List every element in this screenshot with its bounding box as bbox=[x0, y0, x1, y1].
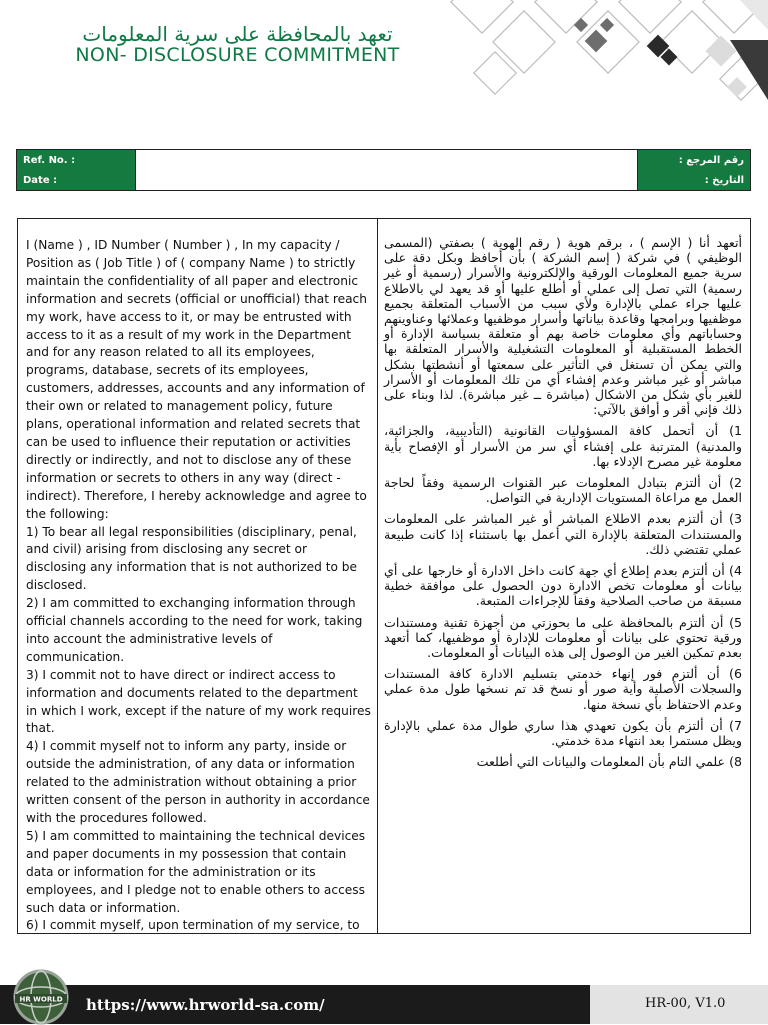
reference-value-field[interactable] bbox=[135, 150, 638, 190]
date-label: Date : bbox=[23, 174, 58, 186]
document-version: HR-00, V1.0 bbox=[645, 996, 726, 1011]
arabic-clause-5: 5) أن ألتزم بالمحافظة على ما بحوزتي من أجهزة تقنية ومستندات ورقية تحتوي على بيانات أو معلومات للإدارة أو موظفيها، كما أتعهد بعدم تمكين الغير من الوصول إلى هذه البيانات أو المعلومات. bbox=[384, 614, 742, 661]
ref-no-label-arabic: رقم المرجع : bbox=[678, 154, 744, 166]
commitment-body-table bbox=[17, 218, 751, 934]
arabic-intro-paragraph: أتعهد أنا ( الإسم ) ، برقم هوية ( رقم الهوية ) بصفتي (المسمى الوظيفي ) في شركة ( إسم الشركة ) بأن أحافظ وبكل دقة على سرية جميع المعلومات الورقية والإلكترونية والأسرار (رسمية أو غير رسمية) التي تصل إلى عملي أو أطلع عليها أو قد يعهد لي بالاطلاع عليها جراء عملي بالإدارة ولأي سبب من الأسباب المتعلقة بجميع موظفيها وبرامجها وقاعدة بياناتها وأسرار موظفيها وعملائها وعناوينهم وحساباتهم وأي معلومات خاصة بهم أو متعلقة بسياسة الإدارة أو الخطط المستقبلية أو المعلومات التشغيلية والأسرار المتعلقة بها والتي يمكن أن تستغل في التأثير على سمعتها أو أنشطتها بشكل مباشر أو غير مباشر وعدم إفشاء أي من تلك المعلومات أو الأسرار للغير بأي شكل من الاشكال (مباشرة ــ غير مباشرة). لذا وبناء على ذلك فإني أقر و أوافق بالآتي: bbox=[384, 235, 742, 418]
page-title-arabic: تعهد بالمحافظة على سرية المعلومات bbox=[82, 22, 393, 46]
footer-website-link[interactable]: https://www.hrworld-sa.com/ bbox=[86, 996, 325, 1014]
arabic-clause-3: 3) أن ألتزم بعدم الاطلاع المباشر أو غير المباشر على المعلومات والمستندات المتعلقة بالإدارة التي أعمل بها باستثناء إذا كانت طبيعة عملي تقتضي ذلك. bbox=[384, 511, 742, 557]
arabic-clause-2: 2) أن ألتزم بتبادل المعلومات عبر القنوات الرسمية وفقاً لحاجة العمل مع مراعاة المستويات الإدارية في التواصل. bbox=[384, 475, 742, 506]
date-label-arabic: التاريخ : bbox=[704, 174, 744, 186]
english-clause-4: 4) I commit myself not to inform any party, inside or outside the administration, of any data or information related to the administration without obtaining a prior written consent of the person in authority in accordance with the procedures followed. bbox=[26, 739, 370, 825]
arabic-clause-8: 8) علمي التام بأن المعلومات والبيانات التي أطلعت bbox=[476, 754, 742, 770]
english-text-column bbox=[18, 219, 378, 933]
logo-text: HR WORLD bbox=[19, 995, 63, 1004]
english-clause-2: 2) I am committed to exchanging information through official channels according to the need for work, taking into account the administrative levels of communication. bbox=[26, 596, 363, 664]
ref-no-label: Ref. No. : bbox=[23, 154, 76, 166]
reference-labels-arabic bbox=[638, 150, 750, 190]
english-clause-5: 5) I am committed to maintaining the technical devices and paper documents in my possession that contain data or information for the administration or its employees, and I pledge not to enable others to access such data or information. bbox=[26, 828, 366, 915]
arabic-clause-4: 4) أن ألتزم بعدم إطلاع أي جهة كانت داخل الادارة أو خارجها على أي بيانات أو معلومات تخص الادارة دون الحصول على موافقة خطية مسبقة من صاحب الصلاحية وفقاً للإجراءات المتبعة. bbox=[384, 563, 742, 609]
reference-labels-english bbox=[17, 150, 135, 190]
arabic-clause-7: 7) أن ألتزم بأن يكون تعهدي هذا ساري طوال مدة عملي بالإدارة ويظل مستمرا بعد انتهاء مدة خدمتي. bbox=[384, 717, 742, 749]
english-clause-6: 6) I commit myself, upon termination of my service, to bbox=[26, 918, 360, 933]
arabic-text-column bbox=[378, 219, 750, 933]
arabic-clause-6: 6) أن ألتزم فور إنهاء خدمتي بتسليم الادارة كافة المستندات والسجلات الأصلية وأية صور أو نسخ قد تم نسخها طول مدة عملي وعدم الاحتفاظ بأي نسخة منها. bbox=[384, 666, 742, 712]
decorative-diamond-pattern bbox=[430, 0, 768, 110]
english-clause-1: 1) To bear all legal responsibilities (disciplinary, penal, and civil) arising from disclosing any secret or disclosing any information that is not authorized to be disclosed. bbox=[26, 524, 358, 593]
hr-world-logo bbox=[6, 965, 76, 1025]
reference-bar bbox=[16, 149, 751, 191]
arabic-clause-1: 1) أن أتحمل كافة المسؤوليات القانونية (التأديبية، والجزائية، والمدنية) المترتبة على إفشاء أي سر من الأسرار أو الإفصاح بأية معلومة غير مصرح الإدلاء بها. bbox=[384, 423, 742, 469]
english-intro-paragraph: I (Name ) , ID Number ( Number ) , In my capacity / Position as ( Job Title ) of ( company Name ) to strictly maintain the confidentiality of all paper and electronic information and secrets (official or unofficial) that reach my work, have access to it, or may be entrusted with access to it as a result of my work in the Department and for any reason related to all its employees, programs, database, secrets of its employees, customers, addresses, accounts and any information of their own or related to management policy, future plans, operational information and related secrets that can be used to influence their reputation or activities directly or indirectly, and not to disclose any of these information or secrets to others in any way (direct - indirect). Therefore, I hereby acknowledge and agree to the following: bbox=[26, 238, 367, 521]
english-clause-3: 3) I commit not to have direct or indirect access to information and documents related to the department in which I work, except if the nature of my work requires that. bbox=[26, 667, 371, 736]
page-title-english: NON- DISCLOSURE COMMITMENT bbox=[75, 44, 400, 66]
